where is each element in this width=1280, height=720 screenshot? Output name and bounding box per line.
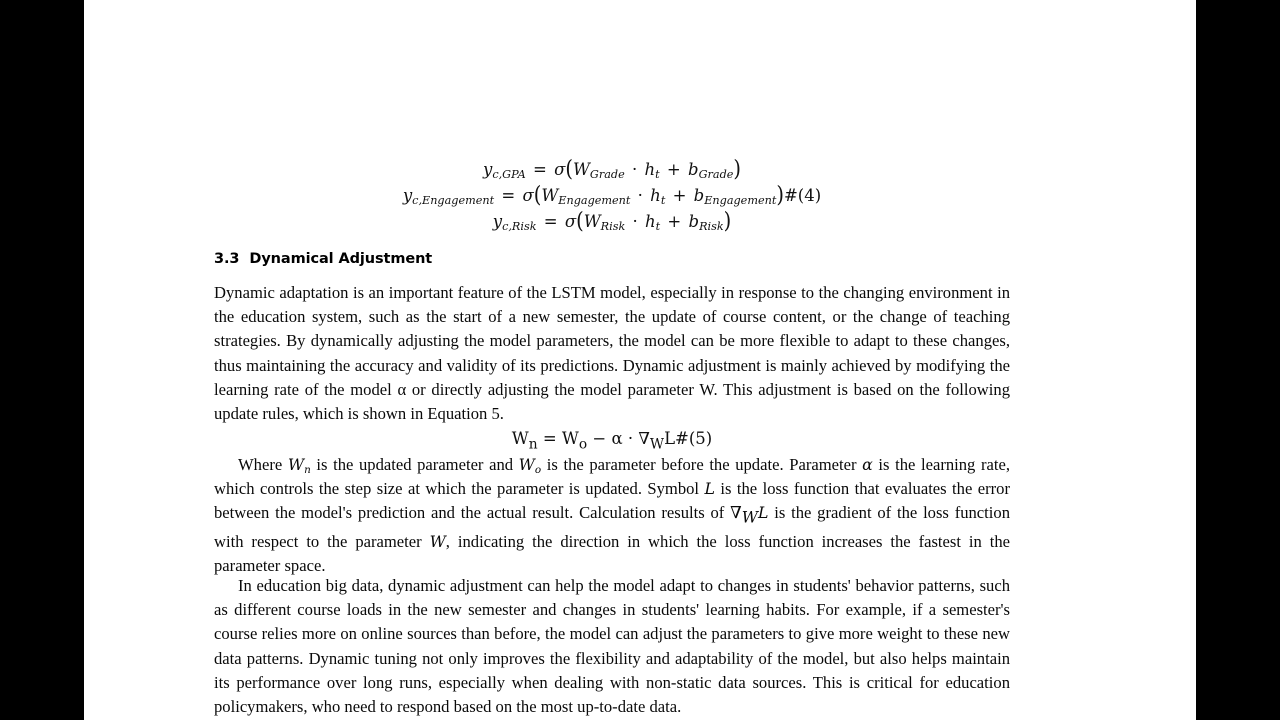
p2-seg5: is the loss function that evaluates the error between the model's prediction and the actual result. Calculation results of (214, 479, 1010, 523)
inline-math-loss: L (704, 479, 715, 499)
alpha-symbol: α (611, 429, 623, 448)
equation-4-line-1-bias: $b_{Grade}$ (688, 160, 734, 182)
dot-operator: · (632, 212, 638, 231)
section-title: Dynamical Adjustment (249, 251, 433, 267)
inline-math-gradient-loss: L (757, 503, 769, 523)
equation-4-line-3-hidden: $h_t$ (645, 212, 661, 234)
inline-math-w: W (429, 531, 446, 551)
equation-4-line-3 (214, 208, 1010, 234)
inline-math-w-o: $W_o$ (518, 455, 542, 476)
equals-sign: = (533, 160, 547, 179)
equation-block-5 (214, 427, 1010, 456)
sigma-symbol: σ (554, 160, 566, 179)
paren-open: ( (533, 181, 542, 208)
paren-open: ( (565, 155, 573, 182)
equation-4-line-3-weight: $W_{Risk}$ (583, 212, 626, 234)
equation-5-lhs: $W_n$ (511, 429, 538, 453)
equation-block-4 (214, 156, 1010, 234)
paragraph-dynamic-adaptation: Dynamic adaptation is an important feature of the LSTM model, especially in response to the changing environment in the education system, such as the start of a new semester, the update of course content, or the change of teaching strategies. By dynamically adjusting the model parameters, the model can be more flexible to adapt to these changes, thus maintaining the accuracy and validity of its predictions. Dynamic adjustment is mainly achieved by modifying the learning rate of the model α or directly adjusting the model parameter W. This adjustment is based on the following update rules, which is shown in Equation 5. (214, 283, 1010, 424)
section-heading-3-3 (214, 251, 1010, 267)
p2-seg6: is the gradient of the loss function with respect to the parameter (214, 503, 1010, 551)
equation-4-line-2-bias: $b_{Engagement}$ (693, 186, 777, 208)
equation-4-line-1-hidden: $h_t$ (644, 160, 660, 182)
page-content-column (214, 0, 1010, 720)
dot-operator: · (627, 429, 634, 448)
equals-sign: = (543, 212, 558, 231)
equation-4-line-1-lhs: $y_{c,GPA}$ (483, 160, 526, 182)
sigma-symbol: σ (522, 186, 534, 205)
paragraph-education-big-data: In education big data, dynamic adjustment can help the model adapt to changes in students' behavior patterns, such as different course loads in the new semester and changes in students' learning habits. For example, if a semester's course relies more on online sources than before, the model can adjust the parameters to give more weight to these new data patterns. Dynamic tuning not only improves the flexibility and adaptability of the model, but also helps maintain its performance over long runs, especially when dealing with non-static data sources. This is critical for education policymakers, who need to respond based on the most up-to-date data. (214, 576, 1010, 717)
p2-seg2: is the updated parameter and (310, 455, 519, 474)
equation-4-line-3-lhs: $y_{c,Risk}$ (492, 212, 537, 234)
plus-sign: + (667, 212, 682, 231)
sigma-symbol: σ (564, 212, 577, 231)
paren-close: ) (776, 181, 784, 208)
nabla-symbol: $\nabla_W$ (638, 429, 665, 453)
plus-sign: + (666, 160, 681, 179)
equation-4-tag: #(4) (783, 186, 822, 205)
minus-sign: − (592, 429, 607, 448)
dot-operator: · (632, 160, 638, 179)
inline-math-w-n: $W_n$ (287, 455, 311, 476)
p2-seg1: Where (238, 455, 288, 474)
equation-4-line-1-weight: $W_{Grade}$ (572, 160, 625, 182)
inline-math-alpha: α (862, 455, 873, 474)
loss-symbol: L (664, 429, 676, 448)
equals-sign: = (542, 429, 557, 448)
paren-close: ) (723, 207, 732, 234)
paragraph-where-definitions (214, 453, 1010, 578)
equation-4-line-2-hidden: $h_t$ (650, 186, 666, 208)
equation-4-line-2-weight: $W_{Engagement}$ (541, 186, 631, 208)
p2-seg7: , indicating the direction in which the loss function increases the fastest in the parameter space. (214, 531, 1010, 576)
paren-close: ) (733, 155, 741, 182)
equation-5-tag: #(5) (675, 429, 713, 448)
paren-open: ( (576, 207, 584, 234)
dot-operator: · (637, 186, 643, 205)
equals-sign: = (501, 186, 516, 205)
equation-4-line-2-lhs: $y_{c,Engagement}$ (402, 186, 495, 208)
section-number: 3.3 (214, 251, 240, 267)
equation-4-line-3-bias: $b_{Risk}$ (688, 212, 724, 234)
equation-5-rhs-weight: $W_o$ (561, 429, 588, 453)
equation-4-line-1 (214, 156, 1010, 182)
p2-seg4: is the learning rate, which controls the step size at which the parameter is updated. Symbol (214, 455, 1010, 499)
equation-4-line-2 (214, 182, 1010, 208)
document-page (84, 0, 1196, 720)
p2-seg3: is the parameter before the update. Parameter (541, 455, 863, 474)
plus-sign: + (672, 186, 687, 205)
inline-math-gradient: $\nabla_W$ (730, 503, 758, 527)
